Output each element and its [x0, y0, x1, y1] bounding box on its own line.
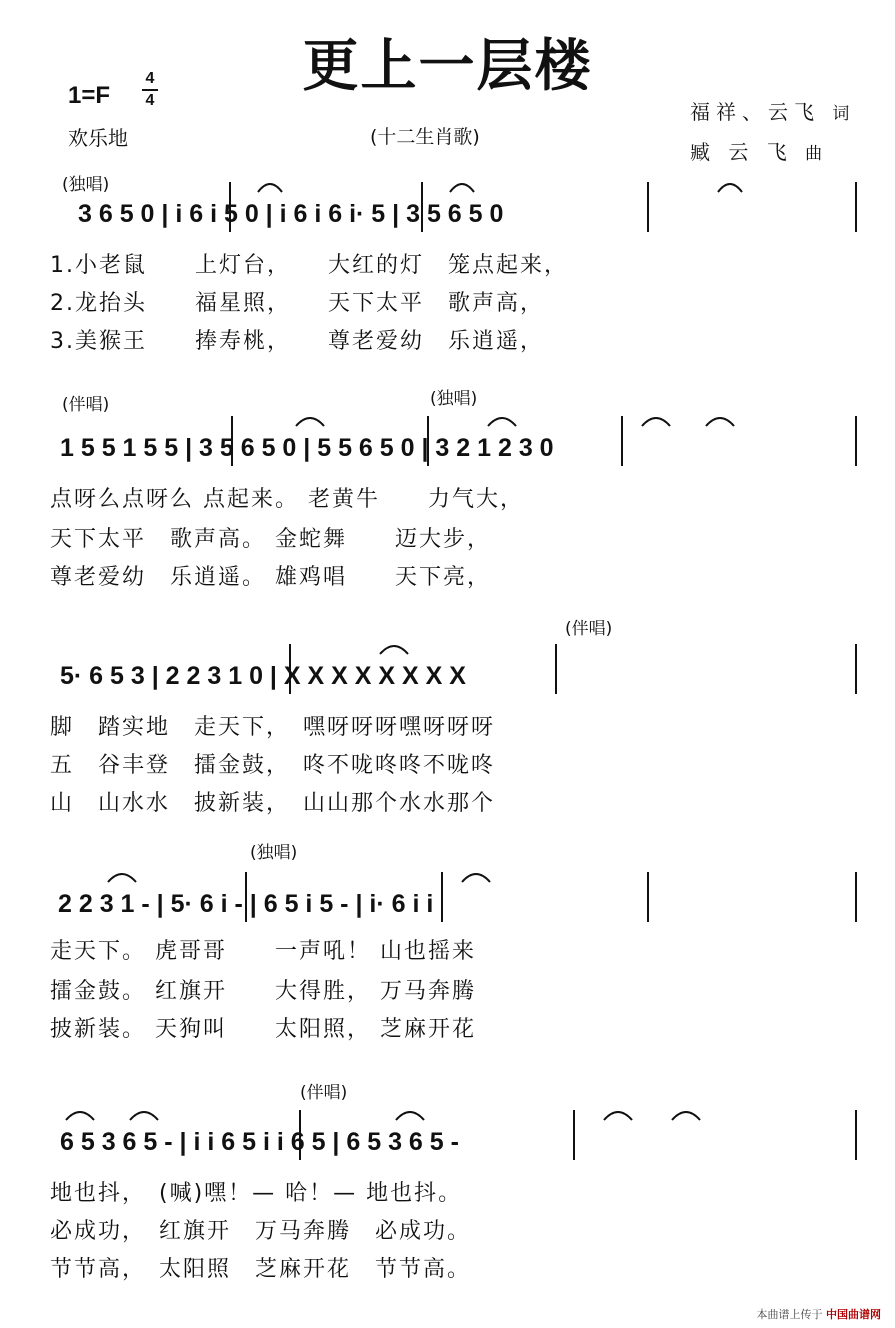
slur: [66, 1112, 94, 1120]
slur: [108, 874, 136, 882]
footer-text: 本曲谱上传于: [756, 1308, 823, 1321]
lyric-line: 脚 踏实地 走天下， 嘿呀呀呀嘿呀呀呀: [50, 715, 496, 740]
composer-name: 臧 云 飞: [690, 140, 793, 164]
notation-line: 6 5 3 6 5 - | i i 6 5 i i 6 5 | 6 5 3 6 5 -: [60, 1128, 459, 1156]
notation-line: 3 6 5 0 | i 6 i 5 0 | i 6 i 6 i· 5 | 3 5 6 5 0: [78, 200, 504, 228]
lyric-line: 必成功， 红旗开 万马奔腾 必成功。: [50, 1219, 472, 1244]
slur: [488, 418, 516, 426]
slur: [604, 1112, 632, 1120]
role-label: (独唱): [62, 175, 110, 195]
slur: [396, 1112, 424, 1120]
slur: [130, 1112, 158, 1120]
lyric-line: 五 谷丰登 擂金鼓， 咚不咙咚咚不咙咚: [50, 753, 496, 778]
lyric-line: 披新装。 天狗叫 太阳照， 芝麻开花: [50, 1017, 476, 1042]
composer-role: 曲: [805, 144, 829, 164]
lyricist-role: 词: [832, 104, 856, 124]
slur: [672, 1112, 700, 1120]
role-label: (独唱): [250, 843, 298, 863]
role-label: (伴唱): [62, 395, 110, 415]
lyric-line: 天下太平 歌声高。 金蛇舞 迈大步，: [50, 527, 491, 552]
notation-line: 5· 6 5 3 | 2 2 3 1 0 | X X X X X X X X: [60, 662, 466, 690]
slur: [462, 874, 490, 882]
lyric-line: 山 山水水 披新装， 山山那个水水那个: [50, 791, 496, 816]
meter-bottom: 4: [145, 92, 155, 109]
notation-line: 2 2 3 1 - | 5· 6 i - | 6 5 i 5 - | i· 6 i i: [58, 890, 434, 918]
slur: [380, 646, 408, 654]
slur: [450, 184, 474, 192]
slur: [258, 184, 282, 192]
subtitle: (十二生肖歌): [370, 126, 480, 148]
source-footer: [757, 1306, 882, 1322]
role-label: (伴唱): [300, 1083, 348, 1103]
tempo-mood: 欢乐地: [68, 126, 128, 150]
role-label: (伴唱): [565, 619, 613, 639]
lyric-line: 1.小老鼠 上灯台， 大红的灯 笼点起来，: [50, 253, 568, 278]
page-title: 更上一层楼: [302, 34, 593, 99]
lyric-line: 点呀么点呀么 点起来。 老黄牛 力气大，: [50, 487, 524, 512]
lyric-line: 地也抖， (喊)嘿！— 哈！— 地也抖。: [50, 1181, 463, 1206]
notation-line: 1 5 5 1 5 5 | 3 5 6 5 0 | 5 5 6 5 0 | 3 2 1 2 3 0: [60, 434, 554, 462]
site-brand: 中国曲谱网: [826, 1308, 881, 1321]
lyric-line: 节节高， 太阳照 芝麻开花 节节高。: [50, 1257, 472, 1282]
role-label: (独唱): [430, 389, 478, 409]
slur: [718, 184, 742, 192]
lyric-line: 2.龙抬头 福星照， 天下太平 歌声高，: [50, 291, 544, 316]
slur: [642, 418, 670, 426]
key-signature: 1=F: [68, 82, 111, 109]
lyric-line: 尊老爱幼 乐逍遥。 雄鸡唱 天下亮，: [50, 565, 491, 590]
lyricist-name: 福祥、云飞: [690, 100, 820, 124]
meter-top: 4: [145, 70, 155, 87]
lyric-line: 擂金鼓。 红旗开 大得胜， 万马奔腾: [50, 979, 476, 1004]
slur: [296, 418, 324, 426]
lyric-line: 3.美猴王 捧寿桃， 尊老爱幼 乐逍遥，: [50, 329, 544, 354]
slur: [706, 418, 734, 426]
lyric-line: 走天下。 虎哥哥 一声吼！ 山也摇来: [50, 939, 476, 964]
